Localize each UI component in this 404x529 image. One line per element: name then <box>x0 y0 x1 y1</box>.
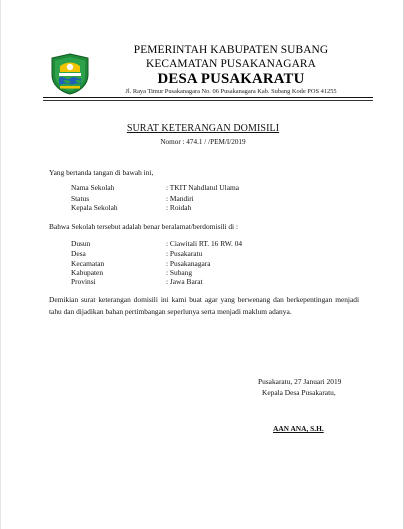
address-desa-label: Desa <box>71 249 86 258</box>
signature-position: Kepala Desa Pusakaratu, <box>262 388 336 397</box>
school-name-label: Nama Sekolah <box>71 183 115 192</box>
address-kabupaten-label: Kabupaten <box>71 268 104 277</box>
address-provinsi-label: Provinsi <box>71 277 96 286</box>
address-kecamatan-value: : Pusakanagara <box>166 259 211 268</box>
header-rule-thick <box>43 97 373 98</box>
address-kecamatan-label: Kecamatan <box>71 259 105 268</box>
address-provinsi-value: : Jawa Barat <box>166 277 203 286</box>
closing-paragraph: Demikian surat keterangan domisili ini kami buat agar yang berwenang dan berkepentingan menjadi tahu dan dijadikan bahan pertimbangan seperlunya serta menjadi maklum adanya. <box>49 295 359 316</box>
intro-text: Yang bertanda tangan di bawah ini, <box>49 168 154 177</box>
document-number: Nomor : 474.1 / /PEM/I/2019 <box>160 138 246 146</box>
school-status-value: : Mandiri <box>166 194 194 203</box>
header-government: PEMERINTAH KABUPATEN SUBANG <box>133 44 329 56</box>
school-name-value: : TKIT Nahdlatul Ulama <box>166 183 240 192</box>
signature-name: AAN ANA, S.H. <box>273 424 324 433</box>
school-head-value: : Roidah <box>166 203 192 212</box>
header-rule-thin <box>43 100 373 101</box>
header-address: Jl. Raya Timur Pusakanagara No. 06 Pusakanagara Kab. Subang Kode POS 41255 <box>125 88 337 95</box>
address-dusun-label: Dusun <box>71 239 91 248</box>
address-dusun-value: : Ciawitali RT. 16 RW. 04 <box>166 239 243 248</box>
header-district: KECAMATAN PUSAKANAGARA <box>146 58 316 70</box>
school-status-label: Status <box>71 194 90 203</box>
signature-place-date: Pusakaratu, 27 Januari 2019 <box>258 377 342 386</box>
header-village: DESA PUSAKARATU <box>157 71 305 87</box>
address-desa-value: : Pusakaratu <box>166 249 203 258</box>
school-head-label: Kepala Sekolah <box>71 203 118 212</box>
statement-text: Bahwa Sekolah tersebut adalah benar beralamat/berdomisili di : <box>49 222 239 231</box>
address-kabupaten-value: : Subang <box>166 268 193 277</box>
document-title: SURAT KETERANGAN DOMISILI <box>126 123 280 134</box>
